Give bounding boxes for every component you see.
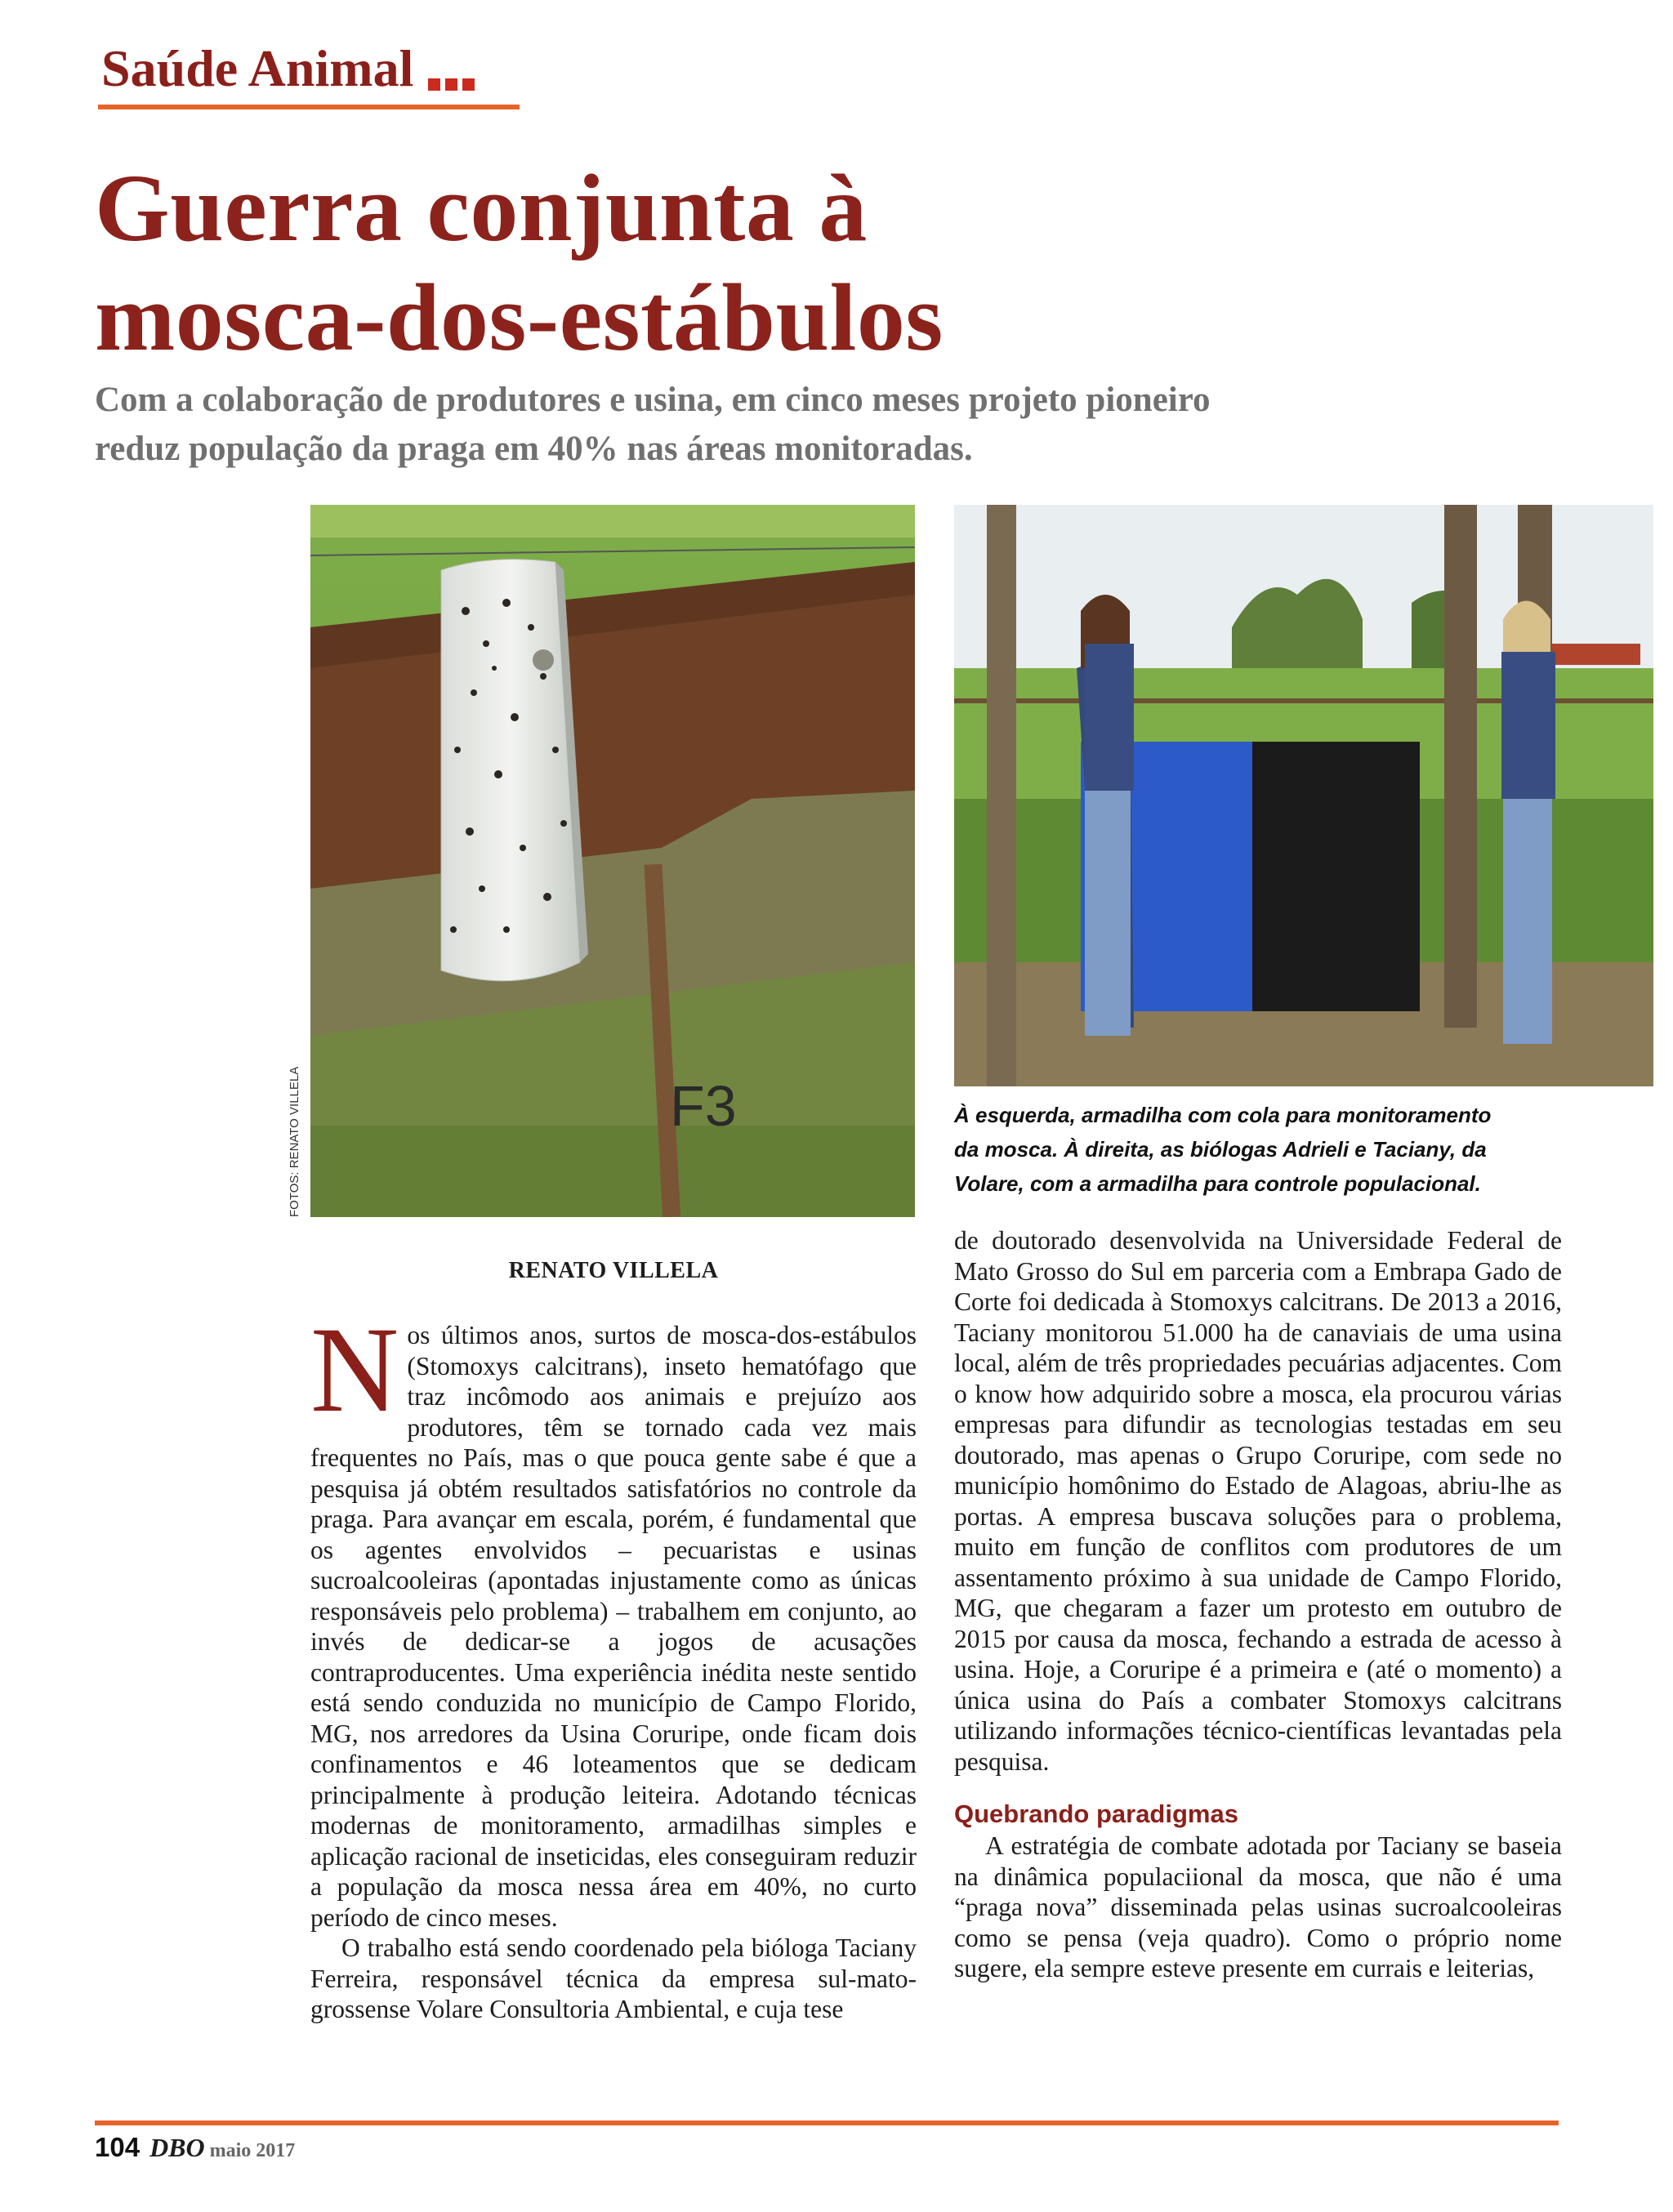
dek-line-2: reduz população da praga em 40% nas áreas monitoradas. bbox=[95, 430, 973, 468]
section-rule bbox=[98, 105, 520, 109]
caption-line-1: À esquerda, armadilha com cola para monitoramento bbox=[954, 1103, 1492, 1127]
dek bbox=[95, 376, 1614, 474]
paragraph-4: A estratégia de combate adotada por Taciany se baseia na dinâmica populaciional da mosca, que não é uma “praga nova” disseminada pelas usinas sucroalcooleiras como se pensa (veja quadro). Como o próprio nome sugere, ela sempre esteve presente em currais e leiterias, bbox=[954, 1831, 1562, 1982]
section-title: Saúde Animal bbox=[101, 39, 414, 97]
headline-line-2: mosca-dos-estábulos bbox=[95, 264, 944, 371]
photo-biologists-trap bbox=[954, 505, 1653, 1086]
paragraph-3: de doutorado desenvolvida na Universidade Federal de Mato Grosso do Sul em parceria com a Embrapa Gado de Corte foi dedicada à Stomoxys calcitrans. De 2013 a 2016, Taciany monitorou 51.000 ha de canaviais de uma usina local, além de três propriedades pecuárias adjacentes. Com o know how adquirido sobre a mosca, ela procurou várias empresas para difundir as tecnologias testadas em seu doutorado, mas apenas o Grupo Coruripe, com sede no município homônimo do Estado de Alagoas, abriu-lhe as portas. A empresa buscava soluções para o problema, muito em função de conflitos com produtores de um assentamento próximo à sua unidade de Campo Florido, MG, que chegaram a fazer um protesto em outubro de 2015 por causa da mosca, fechando a estrada de acesso à usina. Hoje, a Coruripe é a primeira e (até o momento) a única usina do País a combater Stomoxys calcitrans utilizando informações técnico-científicas levantadas pela pesquisa. bbox=[954, 1226, 1562, 1776]
article-column-left bbox=[310, 1302, 917, 2025]
paragraph-1 bbox=[310, 1302, 917, 1933]
photo-glue-trap bbox=[310, 505, 915, 1217]
drop-cap: N bbox=[310, 1302, 399, 1438]
subheading: Quebrando paradigmas bbox=[954, 1799, 1238, 1828]
paragraph-2: O trabalho está sendo coordenado pela bióloga Taciany Ferreira, responsável técnica da empresa sul-mato-grossense Volare Consultoria Ambiental, e cuja tese bbox=[310, 1933, 917, 2023]
caption-line-3: Volare, com a armadilha para controle populacional. bbox=[954, 1171, 1481, 1196]
page-footer bbox=[95, 2132, 295, 2168]
headline-line-1: Guerra conjunta à bbox=[95, 154, 868, 261]
glue-trap-image bbox=[310, 505, 915, 1217]
caption-line-2: da mosca. À direita, as biólogas Adrieli e Taciany, da bbox=[954, 1137, 1487, 1162]
photo-credit: FOTOS: RENATO VILLELA bbox=[288, 1066, 301, 1217]
dek-line-1: Com a colaboração de produtores e usina, em cinco meses projeto pioneiro bbox=[95, 381, 1211, 419]
byline: RENATO VILLELA bbox=[508, 1258, 719, 1283]
svg-text:F3: F3 bbox=[670, 1074, 737, 1138]
section-squares-icon bbox=[428, 44, 480, 103]
page-number: 104 bbox=[95, 2132, 141, 2162]
photo-caption bbox=[954, 1098, 1657, 1201]
headline bbox=[95, 154, 1565, 372]
section-header bbox=[101, 39, 480, 98]
footer-rule bbox=[95, 2121, 1559, 2125]
issue-date: maio 2017 bbox=[209, 2140, 296, 2161]
biologists-image bbox=[954, 505, 1653, 1086]
paragraph-1-text: os últimos anos, surtos de mosca-dos-estábulos (Stomoxys calcitrans), inseto hematófago que traz incômodo aos animais e prejuízo aos produtores, têm se tornado cada vez mais frequentes no País, mas o que pouca gente sabe é que a pesquisa já obtém resultados satisfatórios no controle da praga. Para avançar em escala, porém, é fundamental que os agentes envolvidos – pecuaristas e usinas sucroalcooleiras (apontadas injustamente como as únicas responsáveis pelo problema) – trabalhem em conjunto, ao invés de dedicar-se a jogos de acusações contraproducentes. Uma experiência inédita neste sentido está sendo conduzida no município de Campo Florido, MG, nos arredores da Usina Coruripe, onde ficam dois confinamentos e 46 loteamentos que se dedicam principalmente à produção leiteira. Adotando técnicas modernas de monitoramento, armadilhas simples e aplicação racional de inseticidas, eles conseguiram reduzir a população da mosca nessa área em 40%, no curto período de cinco meses. bbox=[310, 1321, 917, 1932]
publication-name: DBO bbox=[149, 2133, 205, 2162]
article-column-right bbox=[954, 1225, 1562, 1984]
